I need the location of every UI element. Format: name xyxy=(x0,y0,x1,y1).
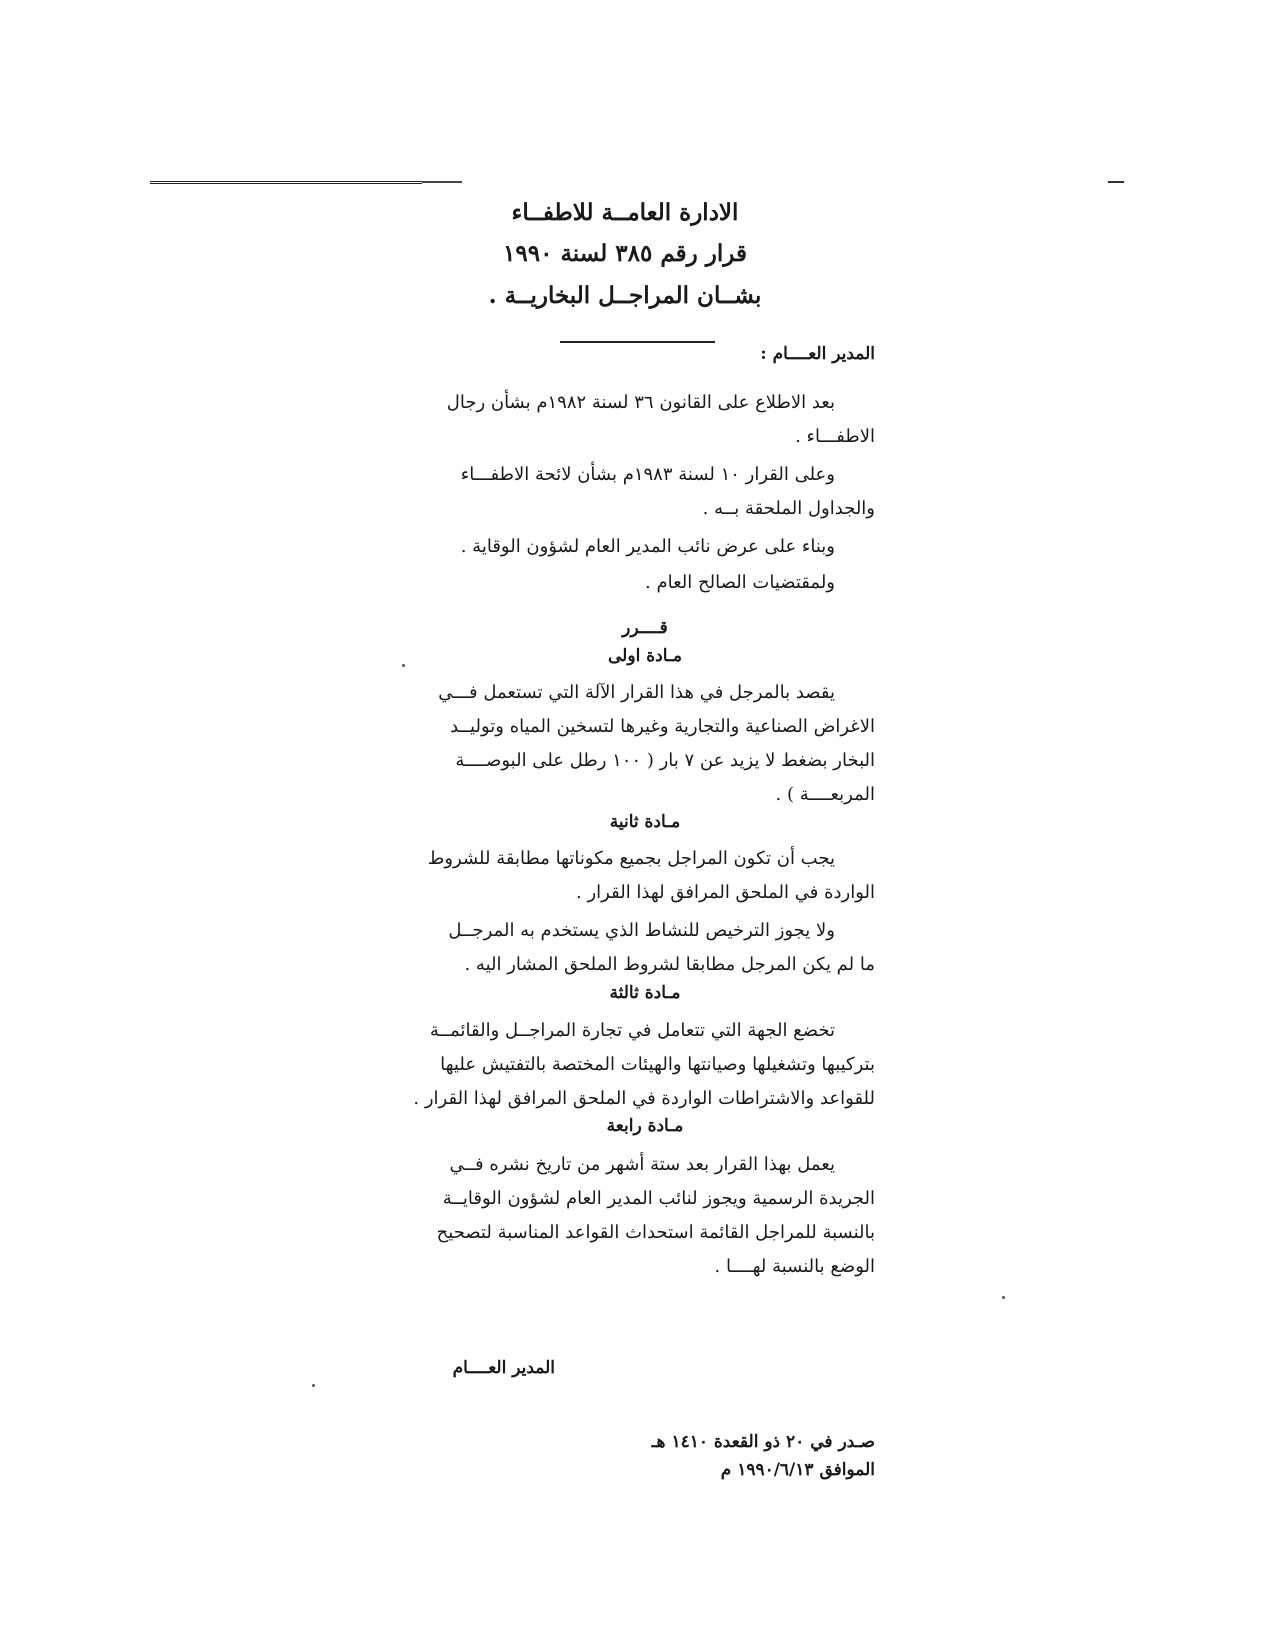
article-4-text xyxy=(400,1148,875,1284)
text-line: الاطفـــاء . xyxy=(795,426,875,447)
addressee: المدير العــــام : xyxy=(760,344,875,364)
text-line: المربعــــة ) . xyxy=(775,784,875,805)
text-line: يجب أن تكون المراجل بجميع مكوناتها مطابقة للشروط xyxy=(427,848,835,869)
decree-number: قرار رقم ٣٨٥ لسنة ١٩٩٠ xyxy=(503,240,747,267)
text-line: بالنسبة للمراجل القائمة استحداث القواعد المناسبة لتصحيح xyxy=(436,1222,875,1243)
text-line: وعلى القرار ١٠ لسنة ١٩٨٣م بشأن لائحة الاطفـــاء xyxy=(460,464,835,485)
preamble-3 xyxy=(400,530,875,564)
text-line: الواردة في الملحق المرافق لهذا القرار . xyxy=(576,882,875,903)
preamble-2 xyxy=(400,458,875,526)
decree-subject: بشــان المراجــل البخاريــة . xyxy=(488,282,762,309)
text-line: الوضع بالنسبة لهــــا . xyxy=(714,1256,875,1277)
text-line: والجداول الملحقة بــه . xyxy=(702,498,875,519)
heading-underline xyxy=(560,341,715,343)
article-2-text-1 xyxy=(400,842,875,910)
text-line: وبناء على عرض نائب المدير العام لشؤون الوقاية . xyxy=(460,536,835,557)
text-line: بعد الاطلاع على القانون ٣٦ لسنة ١٩٨٢م بشأن رجال xyxy=(446,392,835,413)
article-2-title: مـادة ثانية xyxy=(609,812,681,832)
text-line: الجريدة الرسمية ويجوز لنائب المدير العام لشؤون الوقايــة xyxy=(442,1188,875,1209)
issued-date-gregorian: الموافق ١٩٩٠/٦/١٣ م xyxy=(720,1460,875,1480)
preamble-4 xyxy=(400,566,875,600)
text-line: بتركيبها وتشغيلها وصيانتها والهيئات المختصة بالتفتيش عليها xyxy=(440,1054,875,1075)
text-line: البخار بضغط لا يزيد عن ٧ بار ( ١٠٠ رطل على البوصــــة xyxy=(455,750,875,771)
text-line: تخضع الجهة التي تتعامل في تجارة المراجــل والقائمــة xyxy=(429,1020,835,1041)
text-line: ما لم يكن المرجل مطابقا لشروط الملحق المشار اليه . xyxy=(464,954,875,975)
issued-date-hijri: صـدر في ٢٠ ذو القعدة ١٤١٠ هـ xyxy=(651,1432,875,1452)
signature-title: المدير العــــام xyxy=(452,1358,555,1378)
authority-title: الادارة العامــة للاطفــاء xyxy=(511,199,739,226)
article-3-text xyxy=(400,1014,875,1116)
text-line: للقواعد والاشتراطات الواردة في الملحق المرافق لهذا القرار . xyxy=(413,1088,875,1109)
text-line: يقصد بالمرجل في هذا القرار الآلة التي تستعمل فـــي xyxy=(438,682,835,703)
decision-label: قــــرر xyxy=(622,618,668,638)
article-2-text-2 xyxy=(400,914,875,982)
preamble-1 xyxy=(400,386,875,454)
text-line: الاغراض الصناعية والتجارية وغيرها لتسخين المياه وتوليــد xyxy=(450,716,875,737)
article-3-title: مـادة ثالثة xyxy=(609,983,681,1003)
article-1-title: مـادة اولى xyxy=(608,646,682,666)
article-4-title: مـادة رابعة xyxy=(606,1116,684,1136)
text-line: يعمل بهذا القرار بعد ستة أشهر من تاريخ نشره فــي xyxy=(449,1154,835,1175)
article-1-text xyxy=(400,676,875,812)
text-line: ولمقتضيات الصالح العام . xyxy=(645,572,835,593)
text-line: ولا يجوز الترخيص للنشاط الذي يستخدم به المرجــل xyxy=(448,920,835,941)
